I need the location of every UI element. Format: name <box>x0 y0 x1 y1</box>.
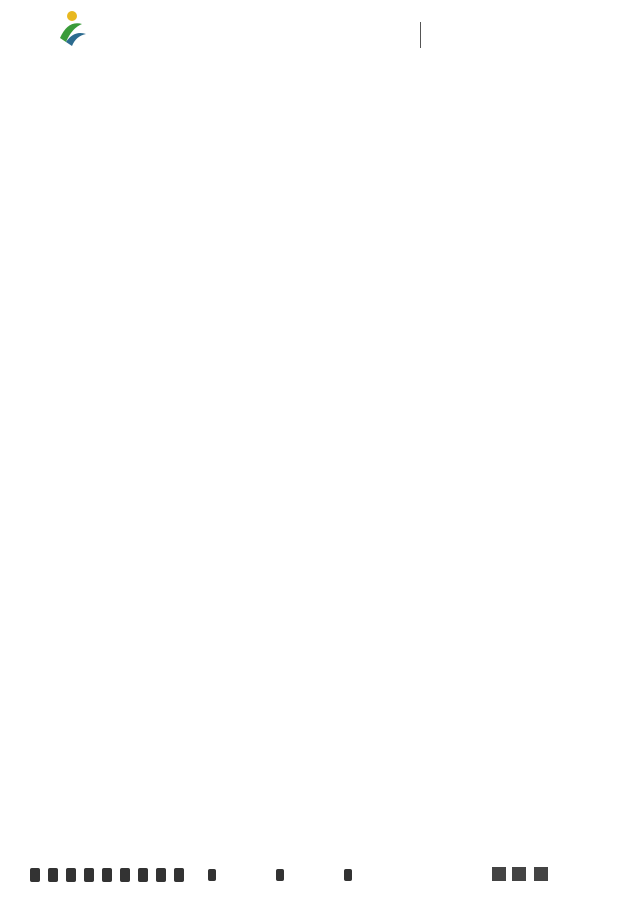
sport-pictogram-icon <box>174 868 184 882</box>
sport-pictogram-icon <box>102 868 112 882</box>
qr-code-icon <box>534 867 548 881</box>
sport-pictogram-icon <box>120 868 130 882</box>
sport-pictogram-icon <box>84 868 94 882</box>
sport-pictogram-icon <box>66 868 76 882</box>
footer-link-button[interactable] <box>344 869 352 881</box>
wechat-icon <box>512 867 526 881</box>
weibo-icon <box>492 867 506 881</box>
sport-pictogram-icon <box>48 868 58 882</box>
sport-pictogram-icon <box>30 868 40 882</box>
footer-link-button[interactable] <box>208 869 216 881</box>
sport-pictogram-icon <box>156 868 166 882</box>
sport-pictogram-icon <box>138 868 148 882</box>
page-footer <box>0 862 640 892</box>
footer-link-button[interactable] <box>276 869 284 881</box>
